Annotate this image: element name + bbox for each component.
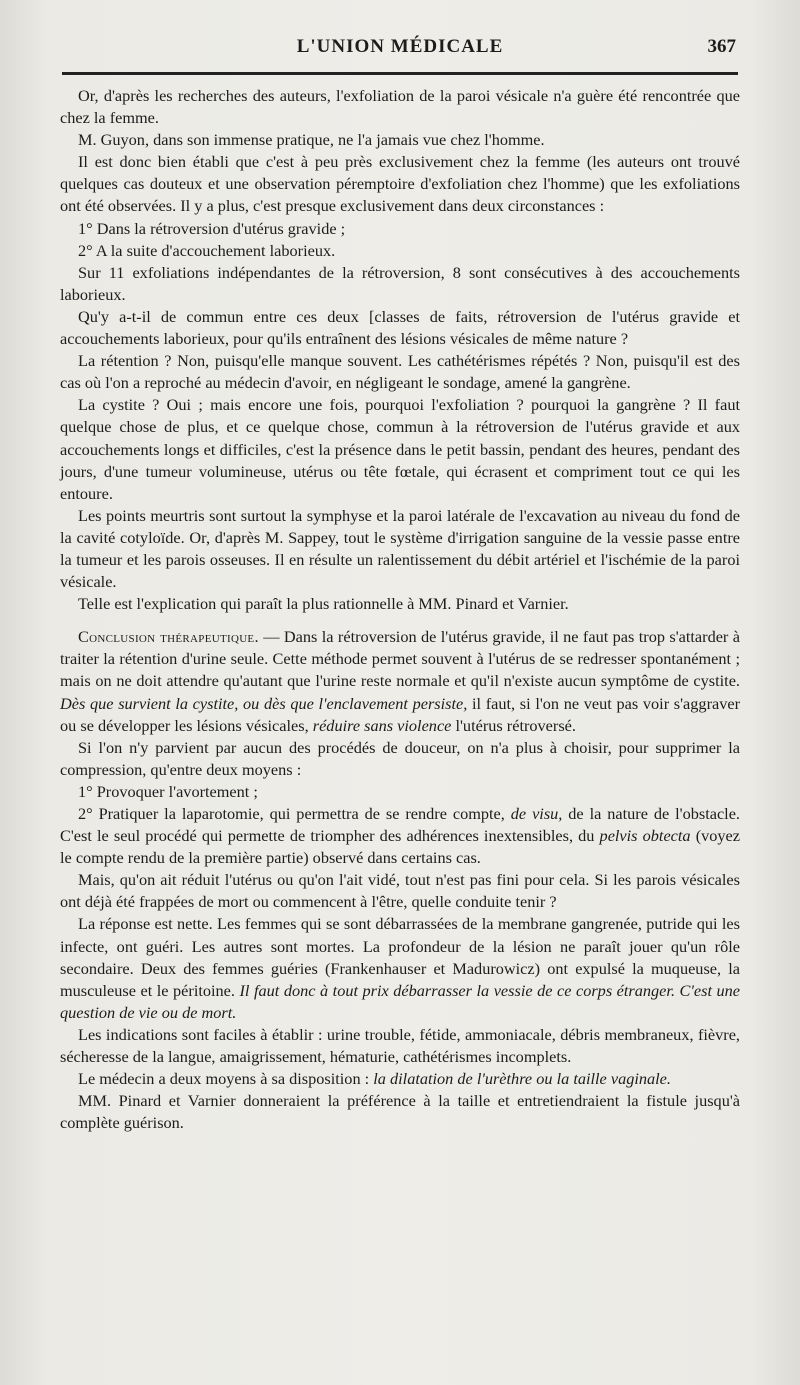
reponse-italic-a: Il faut donc à tout prix débarrasser la vessie de ce corps étranger. C'est une question de vie ou de mort.: [60, 980, 741, 1022]
conclusion-italic-a: Dès que survient la cystite, ou dès que l'enclavement persiste,: [60, 693, 468, 713]
conclusion-text-c: l'utérus rétroversé.: [451, 715, 576, 735]
moyens-italic-a: la dilatation de l'urèthre ou la taille vaginale.: [373, 1069, 671, 1089]
laparotomie-text-c: (voyez le compte rendu de la première partie) observé dans certains cas.: [60, 826, 740, 868]
laparotomie-italic-b: pelvis obtecta: [599, 826, 691, 846]
paragraph: Il est donc bien établi que c'est à peu près exclusivement chez la femme (les auteurs ont trouvé quelques cas douteux et une observation péremptoire d'exfoliation chez l'homme) que les exfoliations ont été observées. Il y a plus, c'est presque exclusivement dans deux circonstances :: [60, 152, 740, 216]
conclusion-paragraph: [60, 626, 740, 736]
paragraph: La rétention ? Non, puisqu'elle manque souvent. Les cathétérismes répétés ? Non, puisqu'il est des cas où l'on a reproché au médecin d'avoir, en négligeant le sondage, amené la gangrène.: [60, 351, 740, 393]
page-header: [60, 36, 740, 66]
list-item: 1° Dans la rétroversion d'utérus gravide ;: [78, 218, 346, 238]
conclusion-italic-b: réduire sans violence: [312, 715, 452, 735]
laparotomie-paragraph: [60, 803, 740, 869]
paragraph: Mais, qu'on ait réduit l'utérus ou qu'on l'ait vidé, tout n'est pas fini pour cela. Si les parois vésicales ont déjà été frappées de mort ou commencent à l'être, quelle conduite tenir ?: [60, 870, 740, 912]
header-rule: [62, 72, 738, 75]
laparotomie-italic-a: de visu,: [510, 804, 563, 823]
running-title: L'UNION MÉDICALE: [296, 36, 504, 57]
laparotomie-text-b: de la nature de l'obstacle. C'est le seul procédé qui permette de triompher des adhérences inextensibles, du: [60, 804, 741, 846]
paragraph: Qu'y a-t-il de commun entre ces deux [classes de faits, rétroversion de l'utérus gravide et accouchements laborieux, pour qu'ils entraînent des lésions vésicales de même nature ?: [60, 306, 740, 349]
paragraph: M. Guyon, dans son immense pratique, ne l'a jamais vue chez l'homme.: [78, 130, 545, 150]
moyens-paragraph: [60, 1068, 740, 1090]
reponse-text-a: La réponse est nette. Les femmes qui se sont débarrassées de la membrane gangrenée, putride qui les infecte, ont guéri. Les autres sont mortes. La profondeur de la lésion ne paraît jouer qu'un rôle secondaire. Deux des femmes guéries (Frankenhauser et Madurowicz) ont expulsé la muqueuse, la musculeuse et le péritoine.: [60, 914, 740, 1000]
reponse-paragraph: [60, 913, 740, 1023]
page-number: 367: [707, 36, 736, 57]
conclusion-text-b: il faut, si l'on ne veut pas voir s'aggraver ou se développer les lésions vésicales,: [60, 693, 741, 735]
paragraph: Les indications sont faciles à établir : urine trouble, fétide, ammoniacale, débris membraneux, fièvre, sécheresse de la langue, amaigrissement, hématurie, cathétérismes incomplets.: [60, 1024, 740, 1067]
paragraph: MM. Pinard et Varnier donneraient la préférence à la taille et entretiendraient la fistule jusqu'à complète guérison.: [60, 1091, 740, 1133]
conclusion-label: Conclusion thérapeutique.: [78, 627, 259, 647]
list-item: 2° A la suite d'accouchement laborieux.: [78, 240, 336, 260]
paragraph: Or, d'après les recherches des auteurs, l'exfoliation de la paroi vésicale n'a guère été rencontrée que chez la femme.: [60, 86, 740, 128]
moyens-text-a: Le médecin a deux moyens à sa disposition :: [78, 1069, 374, 1089]
conclusion-text-a: — Dans la rétroversion de l'utérus gravide, il ne faut pas trop s'attarder à traiter la rétention d'urine seule. Cette méthode permet souvent à l'utérus de se redresser spontanément ; mais on ne doit attendre qu'autant que l'urine reste normale et qu'il n'existe aucun symptôme de cystite.: [60, 627, 740, 691]
article-body: [60, 85, 740, 1134]
paragraph: Telle est l'explication qui paraît la plus rationnelle à MM. Pinard et Varnier.: [78, 594, 569, 614]
paragraph: Si l'on n'y parvient par aucun des procédés de douceur, on n'a plus à choisir, pour supprimer la compression, qu'entre deux moyens :: [60, 737, 740, 779]
laparotomie-text-a: 2° Pratiquer la laparotomie, qui permettra de se rendre compte,: [78, 804, 511, 823]
paragraph: Les points meurtris sont surtout la symphyse et la paroi latérale de l'excavation au niveau du fond de la cavité cotyloïde. Or, d'après M. Sappey, tout le système d'irrigation sanguine de la vessie passe entre la tumeur et les parois osseuses. Il en résulte un ralentissement du débit artériel et l'ischémie de la paroi vésicale.: [60, 505, 740, 592]
paragraph: Sur 11 exfoliations indépendantes de la rétroversion, 8 sont consécutives à des accouchements laborieux.: [60, 262, 740, 304]
paragraph: La cystite ? Oui ; mais encore une fois, pourquoi l'exfoliation ? pourquoi la gangrène ? Il faut quelque chose de plus, et ce quelque chose, commun à la rétroversion de l'utérus gravide et aux accouchements longs et difficiles, c'est la présence dans le petit bassin, pendant des heures, pendant des jours, d'une tumeur volumineuse, utérus ou tête fœtale, qui écrasent et compriment tout ce qui les entoure.: [60, 395, 740, 503]
list-item: 1° Provoquer l'avortement ;: [78, 781, 258, 801]
